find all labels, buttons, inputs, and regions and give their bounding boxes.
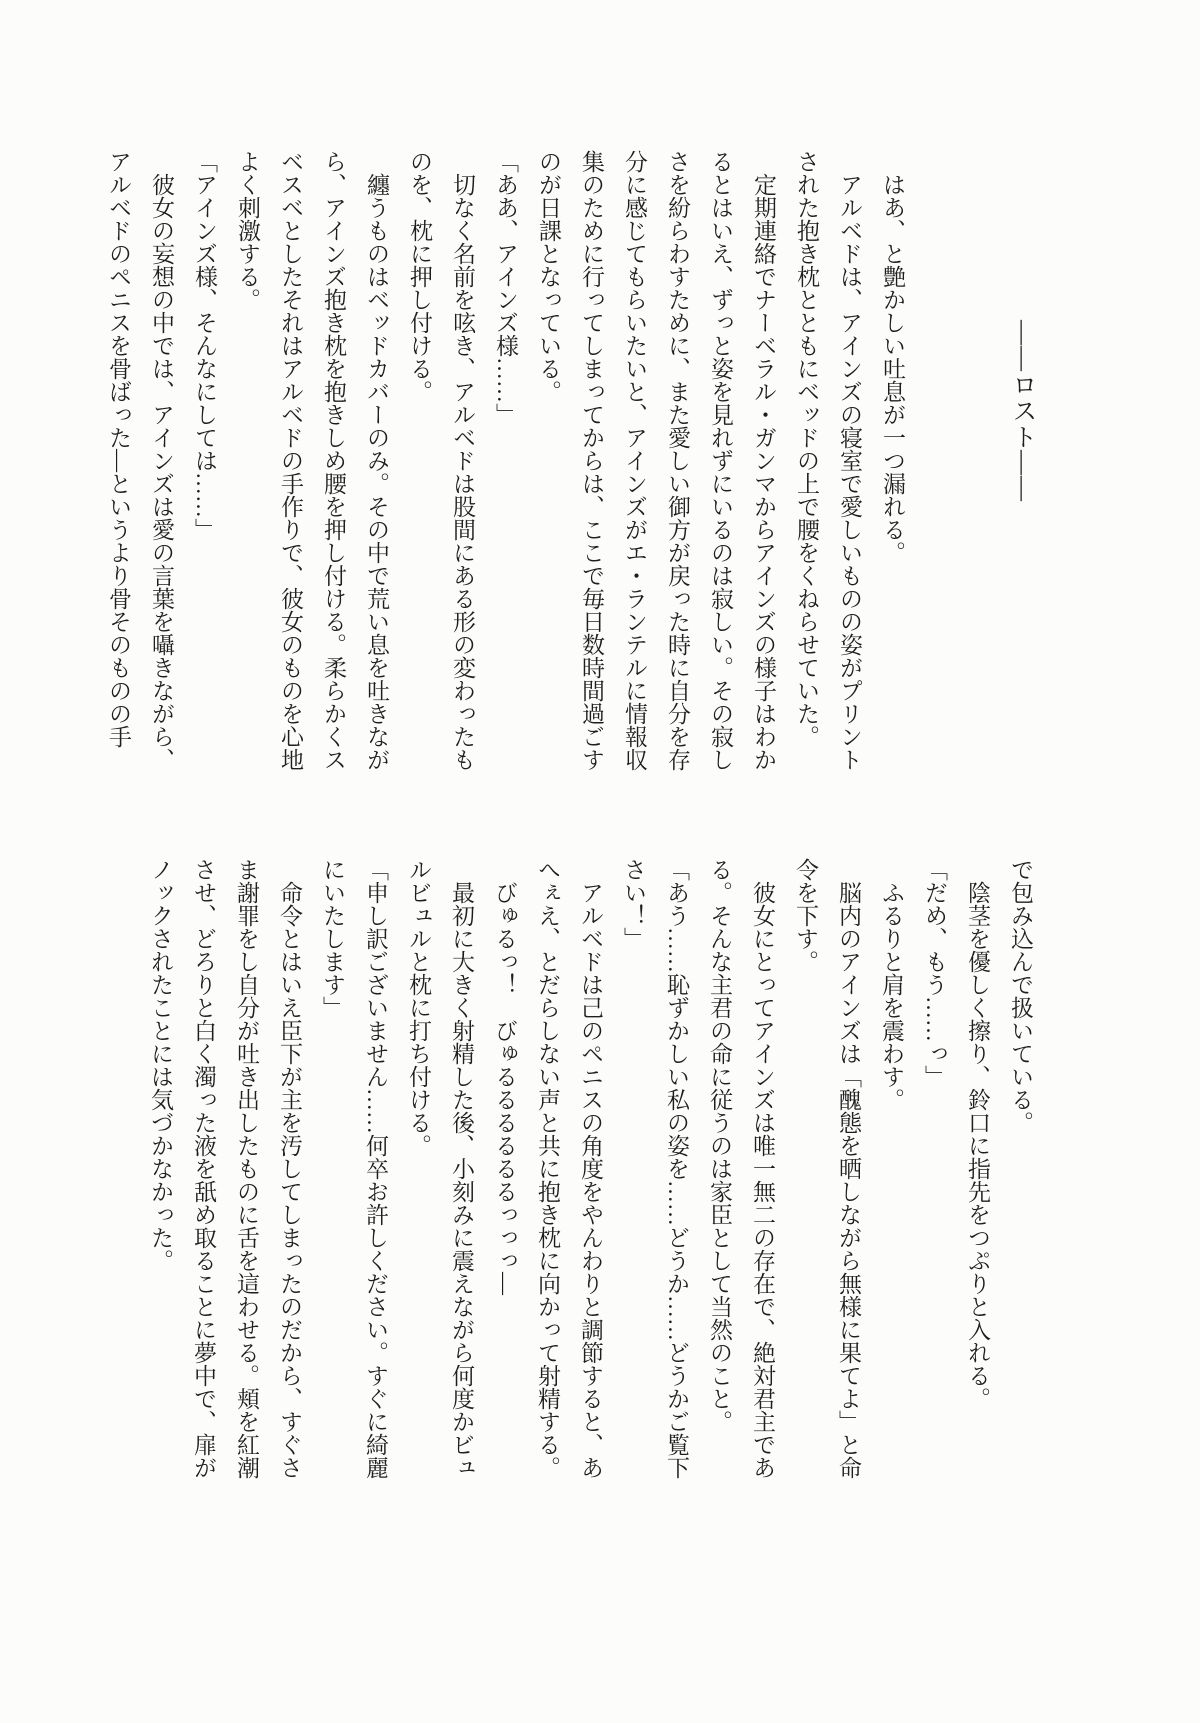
paragraph: 脳内のアインズは「醜態を晒しながら無様に果てよ」と命令を下す。 (793, 858, 861, 1479)
paragraph-quote: 「あう……恥ずかしい私の姿を……どうか……どうかご覧下さい！」 (621, 858, 689, 1479)
paragraph: アルベドは己のペニスの角度をやんわりと調節すると、あへぇえ、とだらしない声と共に抱き枕に向かって射精する。 (535, 858, 603, 1479)
paragraph: はあ、と艶かしい吐息が一つ漏れる。 (880, 173, 905, 564)
body-text-bottom (134, 858, 1042, 1485)
paragraph: 彼女の妄想の中では、アインズは愛の言葉を囁きながら、アルベドのペニスを骨ばった―というより骨そのものの手 (106, 150, 174, 771)
paragraph: 彼女にとってアインズは唯一無二の存在で、絶対君主である。そんな主君の命に従うのは家臣として当然のこと。 (707, 858, 775, 1479)
paragraph: 切なく名前を呟き、アルベドは股間にある形の変わったものを、枕に押し付ける。 (407, 150, 475, 771)
paragraph-quote: 「申し訳ございません……何卒お許しください。すぐに綺麗にいたします」 (320, 858, 388, 1479)
paragraph: 命令とはいえ臣下が主を汚してしまったのだから、すぐさま謝罪をし自分が吐き出したものに舌を這わせる。頬を紅潮させ、どろりと白く濁った液を舐め取ることに夢中で、扉がノックされたことには気づかなかった。 (148, 858, 302, 1479)
paragraph-onomatopoeia: びゅるっ！ びゅるるるるるるっっっ― (492, 881, 517, 1295)
paragraph: 陰茎を優しく擦り、鈴口に指先をつぷりと入れる。 (965, 881, 990, 1410)
paragraph-quote: 「だめ、もう……っ」 (922, 858, 947, 1088)
paragraph: アルベドは、アインズの寝室で愛しいものの姿がプリントされた抱き枕とともにベッドの上で腰をくねらせていた。 (794, 150, 862, 771)
paragraph: 定期連絡でナーベラル・ガンマからアインズの様子はわかるとはいえ、ずっと姿を見れずにいるのは寂しい。その寂しさを紛らわすために、また愛しい御方が戻った時に自分を存分に感じてもらいたいと、アインズがエ・ランテルに情報収集のために行ってしまってからは、ここで毎日数時間過ごすのが日課となっている。 (536, 150, 776, 771)
paragraph-quote: 「ああ、アインズ様……」 (493, 150, 518, 426)
paragraph-continuation: で包み込んで扱いている。 (1008, 858, 1033, 1134)
paragraph-quote: 「アインズ様、そんなにしては……」 (192, 150, 217, 541)
body-text-top (86, 150, 914, 777)
paragraph: 纏うものはベッドカバーのみ。その中で荒い息を吐きながら、アインズ抱き枕を抱きしめ腰を押し付ける。柔らかくスベスベとしたそれはアルベドの手作りで、彼女のものを心地よく刺激する。 (235, 150, 389, 771)
chapter-title: ――ロスト―― (1009, 320, 1036, 502)
paragraph: ふるりと肩を震わす。 (879, 881, 904, 1111)
paragraph: 最初に大きく射精した後、小刻みに震えながら何度かビュルビュルと枕に打ち付ける。 (406, 858, 474, 1479)
